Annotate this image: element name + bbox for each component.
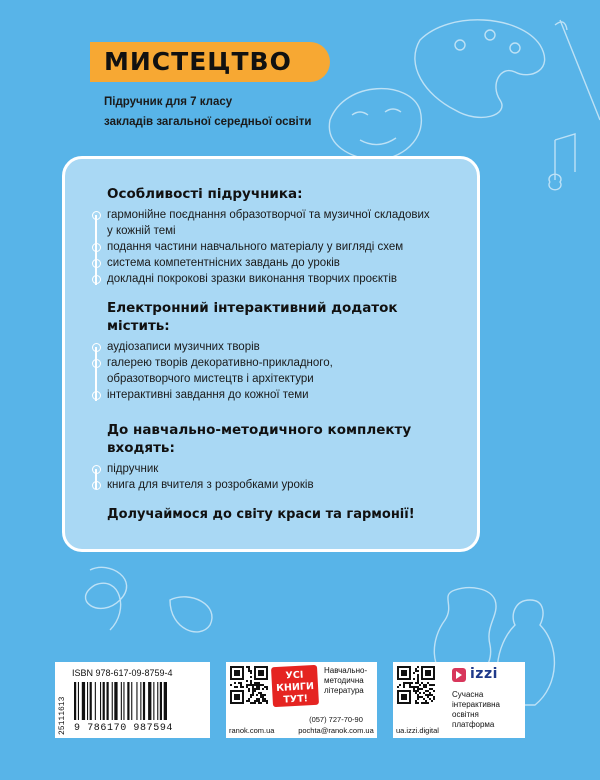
kit-heading-line-1: До навчально-методичного комплекту bbox=[107, 422, 412, 438]
qr-module bbox=[425, 690, 427, 692]
list-item: підручник bbox=[107, 461, 411, 477]
qr-module bbox=[421, 696, 423, 698]
qr-module bbox=[254, 688, 256, 690]
qr-module bbox=[252, 702, 254, 704]
qr-module bbox=[397, 686, 399, 688]
barcode-bar bbox=[82, 682, 85, 720]
qr-module bbox=[248, 688, 250, 690]
izzi-logo-icon bbox=[452, 668, 466, 682]
qr-module bbox=[423, 684, 425, 686]
qr-module bbox=[258, 692, 260, 694]
qr-module bbox=[417, 666, 419, 668]
qr-module bbox=[256, 684, 258, 686]
barcode-bar bbox=[164, 682, 167, 720]
qr-module bbox=[266, 688, 268, 690]
promo-line-1: УСІ bbox=[285, 669, 304, 682]
barcode-bar bbox=[114, 682, 117, 720]
qr-module bbox=[429, 698, 431, 700]
book-title: МИСТЕЦТВО bbox=[104, 47, 292, 76]
qr-module bbox=[423, 698, 425, 700]
qr-module bbox=[248, 670, 250, 672]
qr-module bbox=[409, 682, 411, 684]
barcode-bar bbox=[112, 682, 113, 720]
promo-line-2: КНИГИ bbox=[275, 681, 315, 694]
qr-module bbox=[248, 690, 250, 692]
qr-module bbox=[425, 702, 427, 704]
barcode-bar bbox=[153, 682, 154, 720]
qr-module bbox=[262, 696, 264, 698]
barcode-bar bbox=[157, 682, 158, 720]
qr-finder bbox=[234, 670, 240, 676]
qr-module bbox=[252, 694, 254, 696]
barcode-bar bbox=[100, 682, 101, 720]
qr-module bbox=[417, 686, 419, 688]
barcode-bar bbox=[121, 682, 122, 720]
qr-module bbox=[427, 696, 429, 698]
qr-module bbox=[254, 690, 256, 692]
qr-module bbox=[403, 686, 405, 688]
barcode-bar bbox=[90, 682, 92, 720]
qr-finder bbox=[425, 670, 431, 676]
qr-module bbox=[260, 692, 262, 694]
barcode-bar bbox=[107, 682, 109, 720]
features-list bbox=[107, 207, 430, 287]
palette-outline bbox=[415, 20, 545, 118]
qr-module bbox=[252, 690, 254, 692]
qr-module bbox=[236, 686, 238, 688]
qr-module bbox=[423, 702, 425, 704]
qr-module bbox=[260, 684, 262, 686]
electronic-heading-line-2: містить: bbox=[107, 318, 170, 334]
closing-slogan: Долучаймося до світу краси та гармонії! bbox=[107, 507, 415, 522]
qr-module bbox=[417, 680, 419, 682]
qr-module bbox=[250, 702, 252, 704]
qr-module bbox=[256, 688, 258, 690]
qr-module bbox=[417, 688, 419, 690]
platform-qr-code[interactable] bbox=[397, 666, 435, 704]
swirl-outline bbox=[85, 567, 126, 630]
qr-module bbox=[419, 684, 421, 686]
qr-module bbox=[246, 700, 248, 702]
qr-module bbox=[417, 674, 419, 676]
qr-module bbox=[252, 688, 254, 690]
qr-module bbox=[252, 684, 254, 686]
qr-module bbox=[413, 678, 415, 680]
qr-module bbox=[258, 686, 260, 688]
qr-module bbox=[250, 696, 252, 698]
qr-module bbox=[433, 698, 435, 700]
qr-module bbox=[248, 666, 250, 668]
barcode-bar bbox=[74, 682, 76, 720]
qr-module bbox=[415, 670, 417, 672]
mask-outline bbox=[329, 89, 421, 160]
qr-module bbox=[433, 684, 435, 686]
barcode-bar bbox=[78, 682, 79, 720]
book-subtitle bbox=[104, 92, 311, 132]
promo-badge bbox=[271, 665, 319, 707]
qr-module bbox=[417, 678, 419, 680]
qr-module bbox=[234, 682, 236, 684]
list-item: подання частини навчального матеріалу у вигляді схем bbox=[107, 239, 430, 255]
qr-module bbox=[248, 668, 250, 670]
qr-module bbox=[415, 686, 417, 688]
qr-module bbox=[256, 698, 258, 700]
qr-module bbox=[405, 682, 407, 684]
qr-module bbox=[403, 684, 405, 686]
qr-module bbox=[242, 686, 244, 688]
qr-module bbox=[258, 702, 260, 704]
qr-module bbox=[234, 686, 236, 688]
qr-module bbox=[258, 682, 260, 684]
qr-finder bbox=[234, 694, 240, 700]
isbn-number: ISBN 978-617-09-8759-4 bbox=[72, 668, 173, 678]
barcode-bar bbox=[87, 682, 88, 720]
leaf-outline bbox=[170, 597, 212, 632]
qr-module bbox=[431, 688, 433, 690]
qr-module bbox=[433, 696, 435, 698]
qr-module bbox=[264, 686, 266, 688]
qr-module bbox=[250, 670, 252, 672]
barcode-bar bbox=[103, 682, 105, 720]
qr-module bbox=[411, 686, 413, 688]
barcode-bar bbox=[160, 682, 162, 720]
qr-module bbox=[423, 686, 425, 688]
barcode-bar bbox=[148, 682, 151, 720]
qr-module bbox=[266, 686, 268, 688]
qr-finder bbox=[258, 670, 264, 676]
qr-module bbox=[252, 692, 254, 694]
qr-module bbox=[250, 672, 252, 674]
electronic-heading-line-1: Електронний інтерактивний додаток bbox=[107, 300, 398, 316]
qr-module bbox=[266, 702, 268, 704]
qr-module bbox=[417, 690, 419, 692]
note-outline bbox=[549, 134, 575, 190]
electronic-list bbox=[107, 339, 398, 403]
qr-module bbox=[262, 700, 264, 702]
qr-module bbox=[254, 682, 256, 684]
qr-module bbox=[417, 676, 419, 678]
kit-heading-line-2: входять: bbox=[107, 440, 175, 456]
list-item: книга для вчителя з розробками уроків bbox=[107, 477, 411, 493]
qr-module bbox=[415, 702, 417, 704]
qr-module bbox=[254, 702, 256, 704]
publisher-qr-code[interactable] bbox=[230, 666, 268, 704]
qr-module bbox=[415, 668, 417, 670]
list-item: інтерактивні завдання до кожної теми bbox=[107, 387, 398, 403]
qr-module bbox=[256, 694, 258, 696]
kit-heading bbox=[107, 421, 411, 457]
qr-module bbox=[417, 694, 419, 696]
publisher-phone: (057) 727-70-90 bbox=[309, 715, 363, 724]
barcode-bars bbox=[72, 682, 204, 722]
qr-module bbox=[260, 694, 262, 696]
qr-module bbox=[248, 700, 250, 702]
platform-tagline: Сучасна інтерактивна освітня платформа bbox=[452, 690, 500, 729]
barcode-bar bbox=[143, 682, 145, 720]
qr-module bbox=[256, 700, 258, 702]
qr-module bbox=[429, 692, 431, 694]
qr-module bbox=[431, 700, 433, 702]
qr-module bbox=[250, 676, 252, 678]
qr-module bbox=[248, 684, 250, 686]
barcode-bar bbox=[140, 682, 141, 720]
qr-module bbox=[262, 694, 264, 696]
qr-module bbox=[425, 684, 427, 686]
qr-module bbox=[246, 680, 248, 682]
qr-module bbox=[419, 696, 421, 698]
qr-module bbox=[417, 698, 419, 700]
qr-module bbox=[256, 682, 258, 684]
qr-module bbox=[419, 692, 421, 694]
qr-module bbox=[246, 666, 248, 668]
qr-module bbox=[258, 700, 260, 702]
qr-module bbox=[429, 684, 431, 686]
platform-url[interactable]: ua.izzi.digital bbox=[396, 726, 439, 735]
qr-module bbox=[427, 702, 429, 704]
qr-module bbox=[421, 702, 423, 704]
qr-module bbox=[266, 700, 268, 702]
qr-module bbox=[417, 682, 419, 684]
qr-module bbox=[262, 684, 264, 686]
list-item: галерею творів декоративно-прикладного, bbox=[107, 355, 398, 371]
qr-module bbox=[425, 686, 427, 688]
barcode-bar bbox=[123, 682, 124, 720]
publisher-email[interactable]: pochta@ranok.com.ua bbox=[298, 726, 374, 735]
qr-module bbox=[413, 686, 415, 688]
qr-module bbox=[262, 698, 264, 700]
qr-module bbox=[258, 684, 260, 686]
electronic-section bbox=[107, 299, 398, 403]
kit-section bbox=[107, 421, 411, 493]
qr-module bbox=[411, 682, 413, 684]
qr-module bbox=[429, 688, 431, 690]
qr-module bbox=[407, 682, 409, 684]
qr-module bbox=[254, 684, 256, 686]
subtitle-line-2: закладів загальної середньої освіти bbox=[104, 116, 312, 128]
qr-module bbox=[246, 686, 248, 688]
qr-module bbox=[431, 684, 433, 686]
side-code: 25111613 bbox=[58, 696, 67, 735]
qr-module bbox=[246, 684, 248, 686]
qr-module bbox=[427, 690, 429, 692]
qr-module bbox=[258, 688, 260, 690]
qr-module bbox=[250, 694, 252, 696]
barcode-bar bbox=[127, 682, 129, 720]
qr-module bbox=[415, 700, 417, 702]
subtitle-line-1: Підручник для 7 класу bbox=[104, 96, 233, 108]
qr-module bbox=[262, 688, 264, 690]
electronic-heading bbox=[107, 299, 398, 335]
kit-list bbox=[107, 461, 411, 493]
qr-module bbox=[256, 686, 258, 688]
features-section bbox=[107, 185, 430, 287]
qr-module bbox=[415, 692, 417, 694]
qr-finder bbox=[401, 694, 407, 700]
qr-module bbox=[240, 682, 242, 684]
qr-module bbox=[409, 684, 411, 686]
qr-module bbox=[413, 688, 415, 690]
qr-module bbox=[250, 680, 252, 682]
qr-module bbox=[429, 694, 431, 696]
qr-module bbox=[417, 670, 419, 672]
qr-module bbox=[427, 694, 429, 696]
qr-module bbox=[409, 686, 411, 688]
publisher-url[interactable]: ranok.com.ua bbox=[229, 726, 275, 735]
list-item: докладні покрокові зразки виконання творчих проєктів bbox=[107, 271, 430, 287]
qr-module bbox=[250, 682, 252, 684]
qr-module bbox=[254, 700, 256, 702]
qr-module bbox=[264, 698, 266, 700]
list-item: система компетентнісних завдань до уроків bbox=[107, 255, 430, 271]
promo-line-3: ТУТ! bbox=[283, 693, 309, 706]
qr-finder bbox=[401, 670, 407, 676]
qr-module bbox=[238, 682, 240, 684]
info-box bbox=[62, 156, 480, 552]
qr-module bbox=[264, 694, 266, 696]
qr-module bbox=[240, 684, 242, 686]
qr-module bbox=[413, 672, 415, 674]
qr-module bbox=[431, 694, 433, 696]
list-item: гармонійне поєднання образотворчої та музичної складових bbox=[107, 209, 430, 221]
list-item: образотворчого мистецтв і архітектури bbox=[107, 373, 314, 385]
qr-module bbox=[264, 700, 266, 702]
qr-module bbox=[415, 690, 417, 692]
qr-module bbox=[399, 684, 401, 686]
qr-module bbox=[248, 698, 250, 700]
brush-outline bbox=[555, 20, 600, 120]
qr-module bbox=[425, 694, 427, 696]
qr-module bbox=[421, 688, 423, 690]
qr-module bbox=[425, 700, 427, 702]
barcode-bar bbox=[136, 682, 137, 720]
barcode-digits: 9 786170 987594 bbox=[74, 723, 174, 734]
features-heading: Особливості підручника: bbox=[107, 186, 303, 202]
qr-module bbox=[419, 688, 421, 690]
qr-module bbox=[421, 682, 423, 684]
publisher-tagline: Навчально-методична література bbox=[324, 666, 368, 695]
qr-module bbox=[240, 686, 242, 688]
qr-module bbox=[260, 696, 262, 698]
qr-module bbox=[403, 682, 405, 684]
qr-module bbox=[260, 702, 262, 704]
izzi-logo: izzi bbox=[470, 666, 498, 682]
barcode-bar bbox=[95, 682, 96, 720]
qr-module bbox=[230, 684, 232, 686]
qr-module bbox=[423, 692, 425, 694]
qr-module bbox=[427, 682, 429, 684]
qr-module bbox=[415, 682, 417, 684]
qr-module bbox=[417, 696, 419, 698]
list-item: у кожній темі bbox=[107, 225, 176, 237]
qr-module bbox=[433, 690, 435, 692]
qr-module bbox=[417, 702, 419, 704]
list-item: аудіозаписи музичних творів bbox=[107, 339, 398, 355]
qr-module bbox=[250, 684, 252, 686]
qr-module bbox=[252, 686, 254, 688]
qr-module bbox=[258, 698, 260, 700]
qr-module bbox=[413, 690, 415, 692]
barcode-bar bbox=[131, 682, 132, 720]
